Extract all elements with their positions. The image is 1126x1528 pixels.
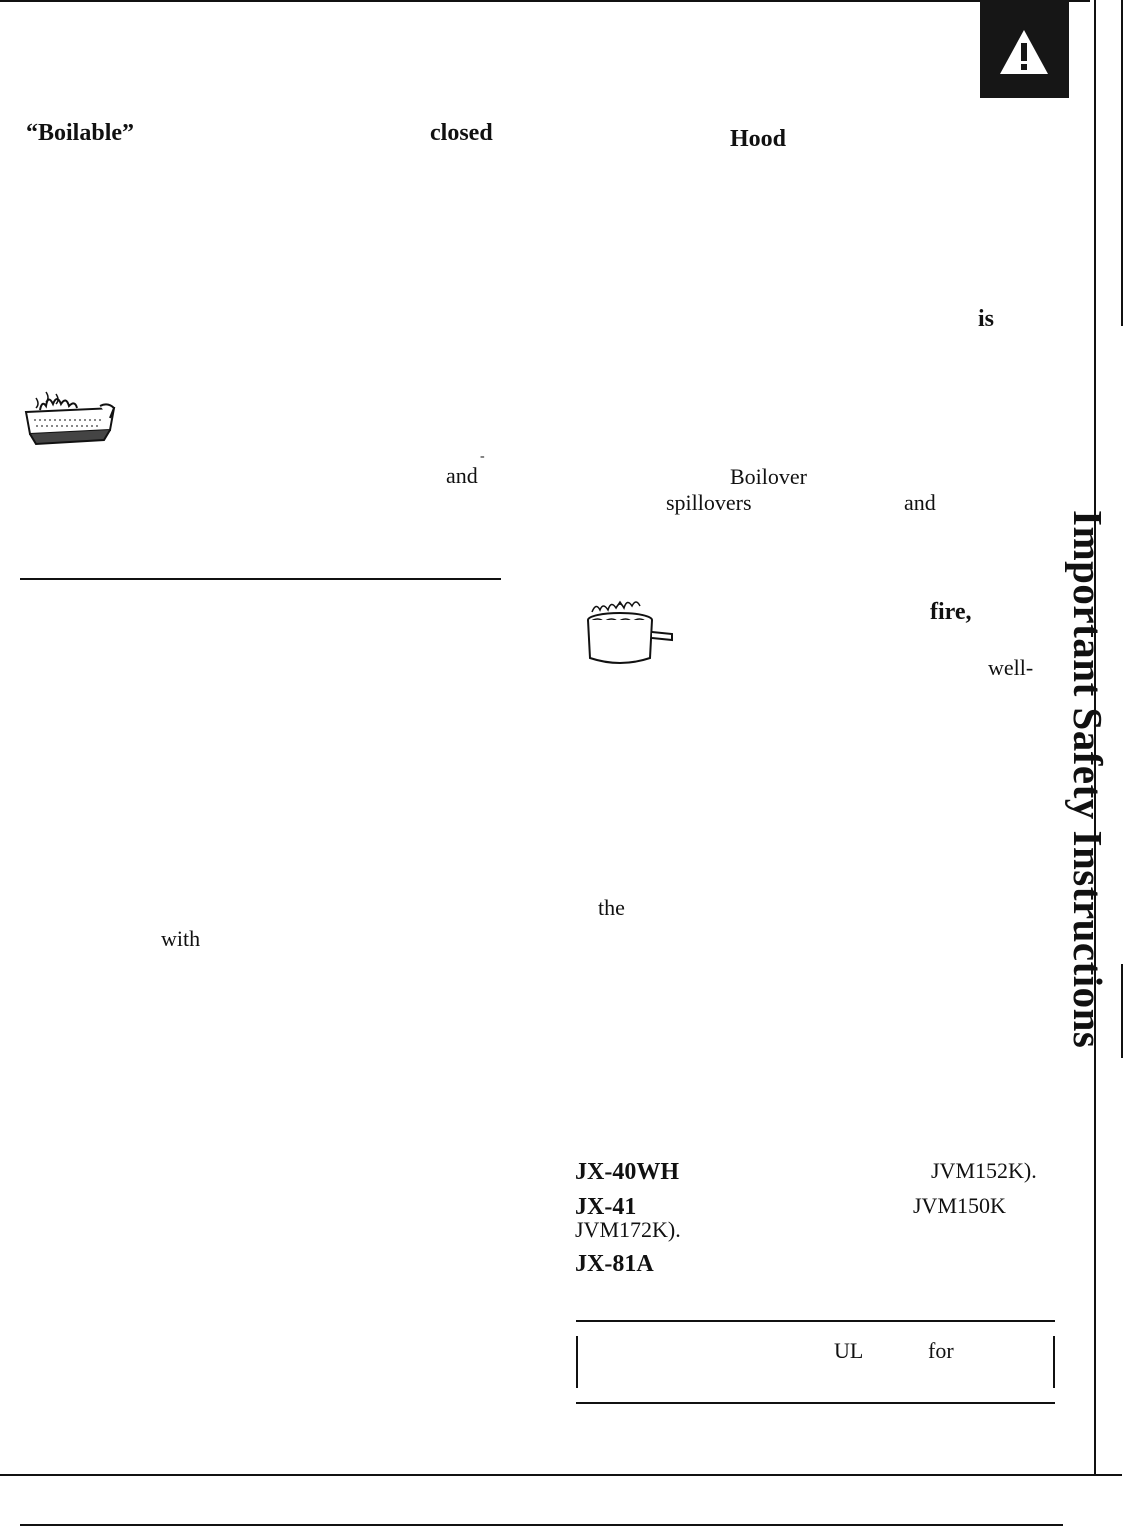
boilable-word: “Boilable” (26, 120, 135, 146)
warning-triangle-icon (980, 0, 1069, 98)
boilover-word: Boilover (730, 464, 807, 489)
kit-model-jvm150k: JVM150K (913, 1193, 1006, 1218)
with-word: with (161, 926, 201, 951)
kit-code-jx81a: JX-81A (575, 1251, 654, 1277)
ul-word: UL (834, 1338, 864, 1363)
hood-word: Hood (730, 126, 787, 152)
left-section-rule (20, 578, 501, 580)
and-word-left: and (446, 463, 478, 488)
spillovers-word: spillovers (666, 490, 752, 515)
boiling-pot-icon (582, 598, 674, 673)
kit-code-jx40wh: JX-40WH (575, 1159, 679, 1185)
side-rule-inner-bottom (1121, 964, 1123, 1058)
closed-word: closed (430, 120, 493, 146)
is-word: is (978, 306, 995, 332)
warning-badge (980, 0, 1069, 98)
bottom-rule-2 (20, 1524, 1063, 1526)
popcorn-bag-icon (22, 390, 118, 453)
side-title: Important Safety Instructions (1065, 510, 1111, 1049)
fire-word: fire, (930, 599, 972, 625)
note-box-right-bar (1053, 1336, 1055, 1388)
kit-code-jx41: JX-41 (575, 1194, 637, 1220)
well-word: well- (988, 655, 1034, 680)
kit-model-jvm152k: JVM152K). (931, 1158, 1037, 1183)
side-rule-inner-top (1121, 0, 1123, 326)
for-word: for (928, 1338, 954, 1363)
bottom-rule-1 (0, 1474, 1122, 1476)
note-box-left-bar (576, 1336, 578, 1388)
dash-mark: - (480, 449, 485, 464)
kit-model-jvm172k: JVM172K). (575, 1217, 681, 1242)
the-word: the (598, 895, 625, 920)
and-word-right: and (904, 490, 936, 515)
ul-note-box (576, 1320, 1055, 1404)
top-rule (0, 0, 1090, 2)
